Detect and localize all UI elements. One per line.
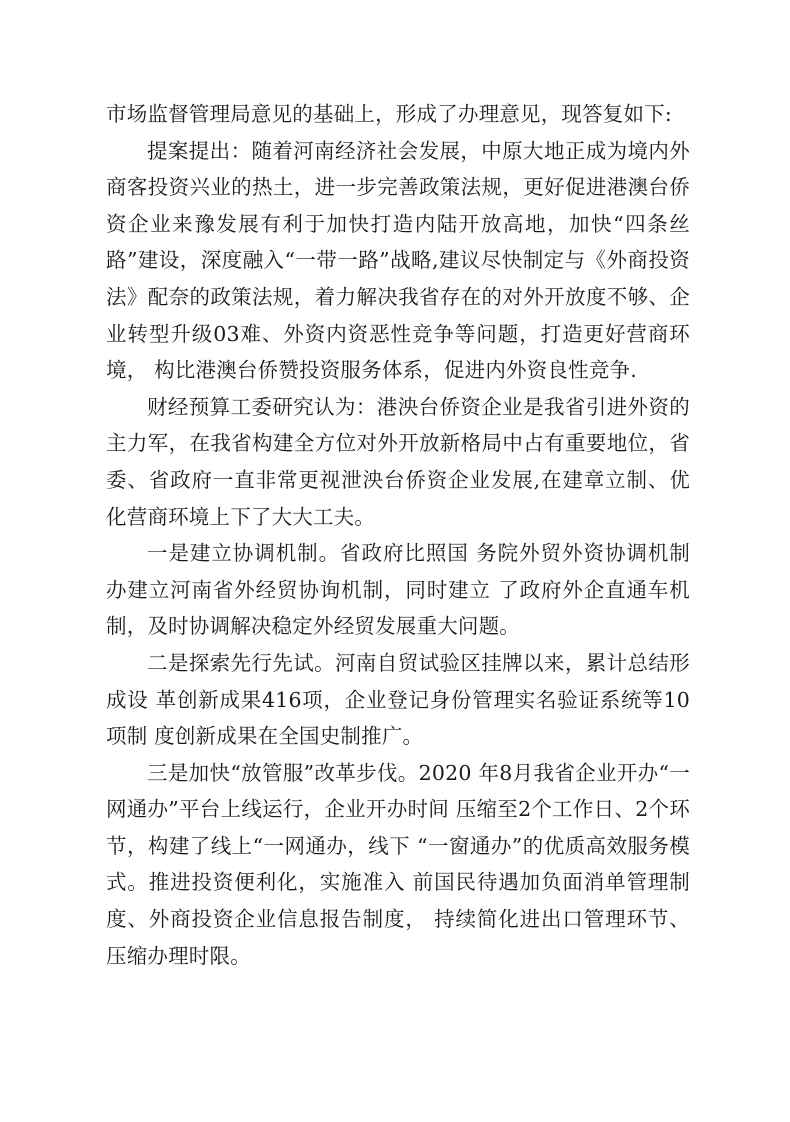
paragraph-point-two: 二是探索先行先试。河南自贸试验区挂牌以来，累计总结形成设 革创新成果416项，企业登记身份管理实名验证系统等10项制 度创新成果在全国史制推广。	[106, 650, 690, 749]
paragraph-point-three: 三是加快“放管服”改革步伐。2020 年8月我省企业开办“一网通办”平台上线运行，企业开办时间 压缩至2个工作日、2个环节，构建了线上“一网通办，线下 “一窗通办”的优质高效服务模式。推进投资便利化，实施准入 前国民待遇加负面消单管理制度、外商投资企业信息报告制度， 持续简化进出口管理环节、压缩办理时限。	[106, 760, 690, 968]
paragraph-proposal: 提案提出：随着河南经济社会发展，中原大地正成为境内外商客投资兴业的热土，进一步完善政策法规，更好促进港澳台侨资企业来豫发展有利于加快打造内陆开放高地，加快“四条丝路”建设，深度融入“一带一路”战略,建议尽快制定与《外商投资 法》配奈的政策法规，着力解决我省存在的对外开放度不够、企 业转型升级03难、外资内资恶性竞争等问题，打造更好营商环境， 构比港澳台侨赞投资服务体系，促进内外资良性竞争.	[106, 138, 690, 383]
paragraph-committee-opinion: 财经预算工委研究认为：港泱台侨资企业是我省引进外资的主力军，在我省构建全方位对外开放新格局中占有重要地位，省委、省政府一直非常更视泄泱台侨资企业发展,在建章立制、优 化营商环境上下了大大工夫。	[106, 394, 690, 529]
document-body	[106, 96, 690, 974]
paragraph-point-one: 一是建立协调机制。省政府比照国 务院外贸外资协调机制办建立河南省外经贸协询机制，同时建立 了政府外企直通车机制，及时协调解决稳定外经贸发展重大问题。	[106, 541, 690, 639]
paragraph-continuation: 市场监督管理局意见的基础上，形成了办理意见，现答复如下:	[106, 102, 673, 126]
